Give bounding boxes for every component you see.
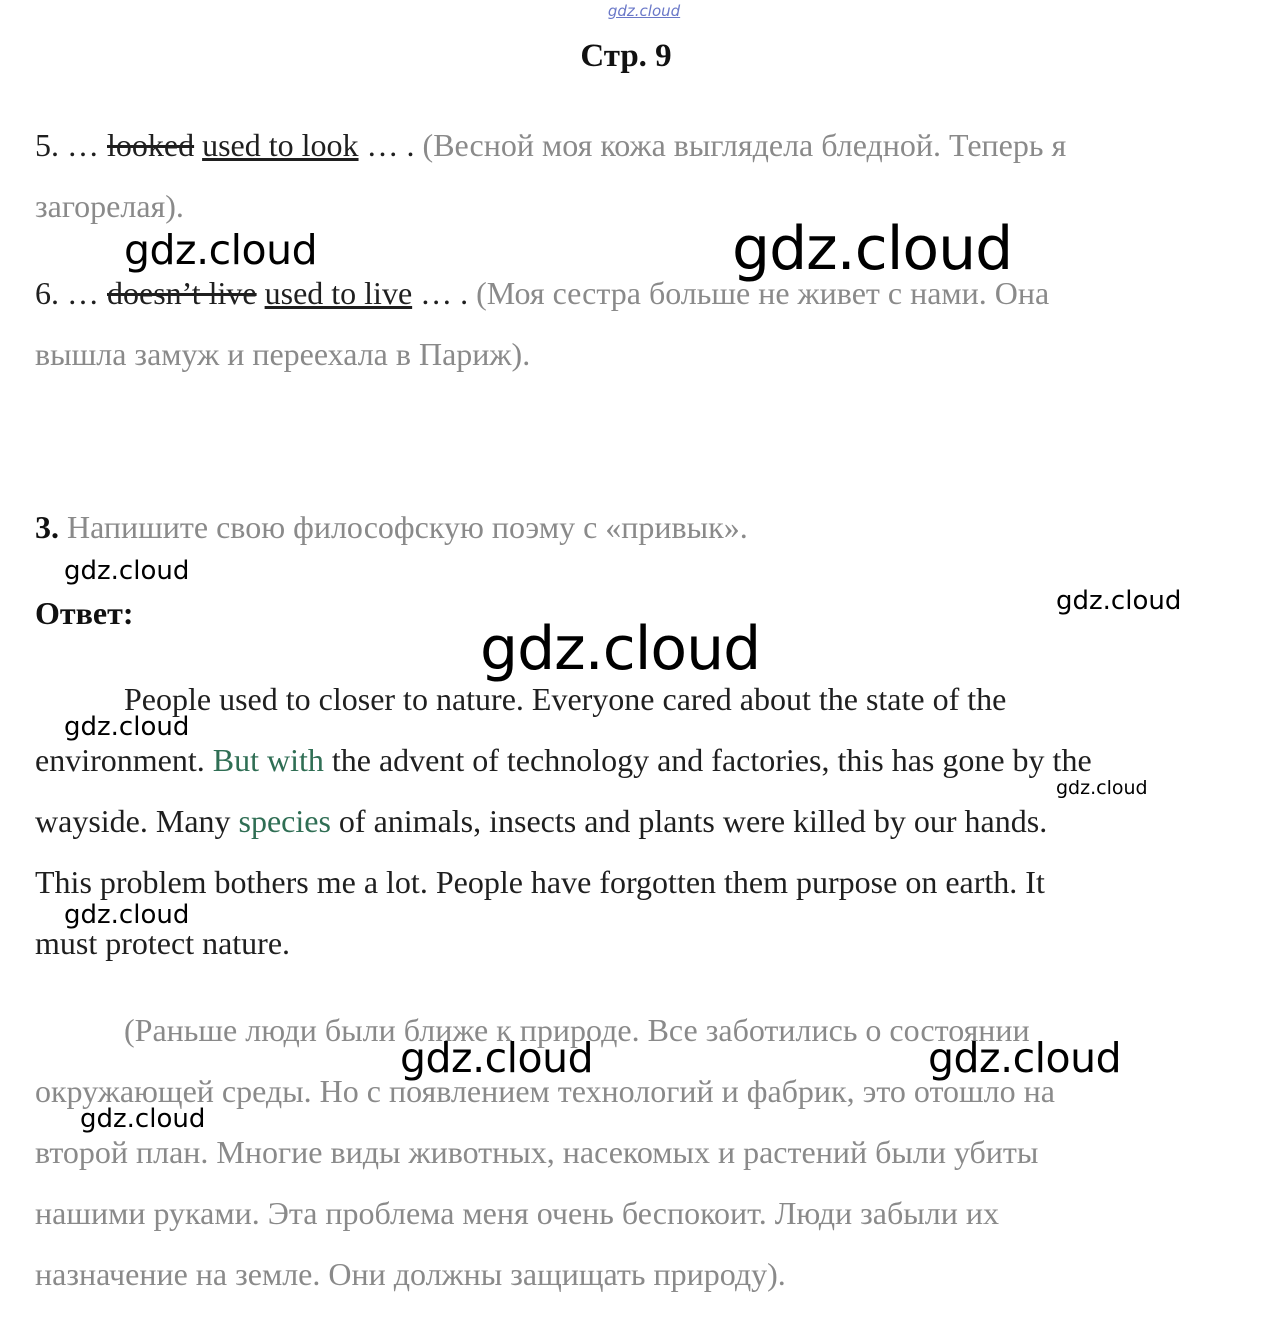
text-segment: environment. bbox=[35, 742, 213, 778]
translation: (Моя сестра больше не живет с нами. Она bbox=[476, 275, 1050, 311]
answer-phrase: used to live bbox=[264, 275, 413, 311]
watermark: gdz.cloud bbox=[80, 1104, 206, 1134]
answer-line-5: must protect nature. bbox=[35, 925, 291, 961]
translation-line-5: назначение на земле. Они должны защищать природу). bbox=[35, 1256, 786, 1292]
translation-continued: загорелая). bbox=[35, 188, 184, 224]
page-title: Стр. 9 bbox=[580, 38, 672, 74]
watermark: gdz.cloud bbox=[928, 1034, 1122, 1082]
task-number: 3. bbox=[35, 509, 59, 545]
translation-line-3: второй план. Многие виды животных, насекомых и растений были убиты bbox=[35, 1134, 1039, 1170]
struck-word: looked bbox=[107, 127, 195, 163]
answer-line-2 bbox=[35, 740, 1092, 780]
text-segment: But with bbox=[212, 742, 324, 778]
text-segment: the advent of technology and factories, this has gone by the bbox=[323, 742, 1092, 778]
watermark: gdz.cloud bbox=[64, 900, 190, 930]
answer-line-4: This problem bothers me a lot. People have forgotten them purpose on earth. It bbox=[35, 864, 1045, 900]
translation-line-2: окружающей среды. Но с появлением технологий и фабрик, это отошло на bbox=[35, 1073, 1055, 1109]
item-number: 5. … bbox=[35, 127, 99, 163]
struck-word: doesn’t live bbox=[107, 275, 257, 311]
answer-label: Ответ: bbox=[35, 595, 134, 631]
watermark: gdz.cloud bbox=[400, 1034, 594, 1082]
ellipsis: … . bbox=[420, 275, 469, 311]
watermark: gdz.cloud bbox=[480, 614, 761, 684]
watermark: gdz.cloud bbox=[64, 556, 190, 586]
text-segment: wayside. Many bbox=[35, 803, 239, 839]
item-number: 6. … bbox=[35, 275, 99, 311]
site-link-top[interactable]: gdz.cloud bbox=[607, 2, 681, 20]
watermark: gdz.cloud bbox=[64, 712, 190, 742]
translation-line-1: (Раньше люди были ближе к природе. Все заботились о состоянии bbox=[124, 1012, 1030, 1048]
watermark: gdz.cloud bbox=[732, 214, 1013, 284]
exercise-item-5 bbox=[35, 125, 1066, 165]
task-3 bbox=[35, 507, 748, 547]
watermark: gdz.cloud bbox=[1056, 586, 1182, 616]
text-segment: species bbox=[238, 803, 331, 839]
answer-phrase: used to look bbox=[202, 127, 359, 163]
answer-line-1: People used to closer to nature. Everyone cared about the state of the bbox=[124, 681, 1007, 717]
translation-line-4: нашими руками. Эта проблема меня очень беспокоит. Люди забыли их bbox=[35, 1195, 999, 1231]
text-segment: of animals, insects and plants were killed by our hands. bbox=[330, 803, 1048, 839]
watermark: gdz.cloud bbox=[1056, 777, 1148, 799]
ellipsis: … . bbox=[366, 127, 415, 163]
watermark: gdz.cloud bbox=[124, 226, 318, 274]
answer-line-3 bbox=[35, 801, 1047, 841]
translation-continued: вышла замуж и переехала в Париж). bbox=[35, 336, 531, 372]
translation: (Весной моя кожа выглядела бледной. Теперь я bbox=[422, 127, 1067, 163]
task-text: Напишите свою философскую поэму с «привык». bbox=[67, 509, 748, 545]
